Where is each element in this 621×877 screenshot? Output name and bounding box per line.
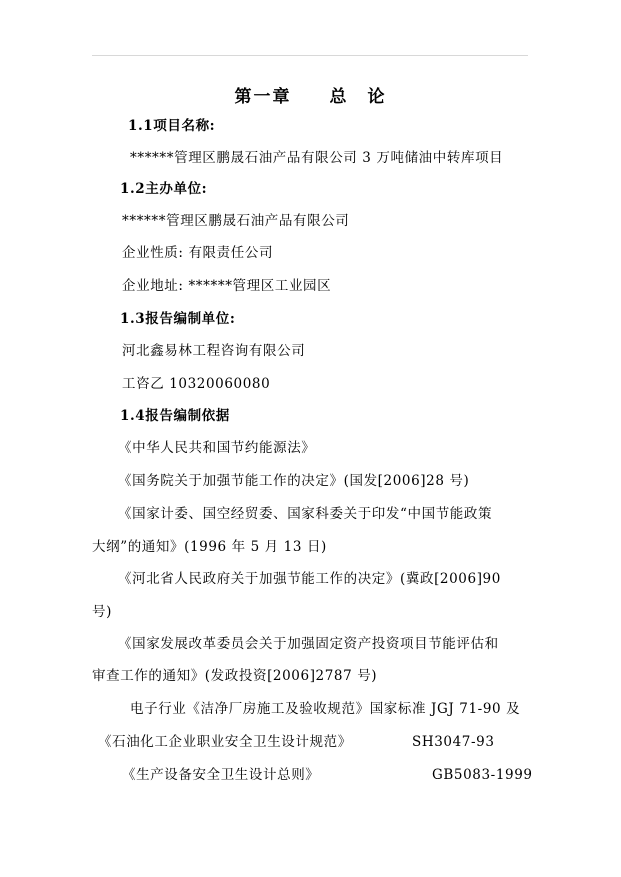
basis-item-4-line-2: 号) bbox=[92, 604, 112, 620]
section-4-heading: 1.4报告编制依据 bbox=[120, 408, 230, 424]
basis-item-2: 《国务院关于加强节能工作的决定》(国发[2006]28 号) bbox=[118, 473, 470, 489]
basis-item-6-line-1: 电子行业《洁净厂房施工及验收规范》国家标准 JGJ 71-90 及 bbox=[130, 701, 521, 717]
section-3-company: 河北鑫易林工程咨询有限公司 bbox=[122, 343, 306, 359]
basis-item-5-line-1: 《国家发展改革委员会关于加强固定资产投资项目节能评估和 bbox=[118, 636, 499, 652]
basis-item-3-line-2: 大纲”的通知》(1996 年 5 月 13 日) bbox=[92, 539, 327, 555]
basis-item-7-title: 《生产设备安全卫生设计总则》 bbox=[122, 767, 320, 783]
section-2-heading: 1.2主办单位: bbox=[120, 181, 208, 197]
section-3-cert: 工咨乙 10320060080 bbox=[122, 376, 271, 392]
section-1-heading: 1.1项目名称: bbox=[128, 118, 216, 134]
section-3-heading: 1.3报告编制单位: bbox=[120, 311, 236, 327]
section-2-content: ******管理区鹏晟石油产品有限公司 bbox=[122, 213, 350, 229]
basis-item-6-line-2-code: SH3047-93 bbox=[412, 734, 495, 750]
basis-item-5-line-2: 审查工作的通知》(发政投资[2006]2787 号) bbox=[92, 668, 378, 684]
basis-item-4-line-1: 《河北省人民政府关于加强节能工作的决定》(冀政[2006]90 bbox=[118, 571, 501, 587]
section-1-content: ******管理区鹏晟石油产品有限公司 3 万吨储油中转库项目 bbox=[130, 150, 504, 166]
basis-item-7-code: GB5083-1999 bbox=[432, 767, 533, 783]
section-2-nature: 企业性质: 有限责任公司 bbox=[122, 245, 274, 261]
chapter-title bbox=[0, 82, 621, 107]
basis-item-1: 《中华人民共和国节约能源法》 bbox=[118, 440, 316, 456]
basis-item-3-line-1: 《国家计委、国空经贸委、国家科委关于印发“中国节能政策 bbox=[118, 506, 493, 522]
section-2-address: 企业地址: ******管理区工业园区 bbox=[122, 278, 332, 294]
header-rule bbox=[92, 55, 528, 56]
basis-item-6-line-2-title: 《石油化工企业职业安全卫生设计规范》 bbox=[98, 734, 352, 750]
chapter-name: 总 论 bbox=[329, 87, 387, 107]
chapter-number: 第一章 bbox=[234, 87, 292, 107]
